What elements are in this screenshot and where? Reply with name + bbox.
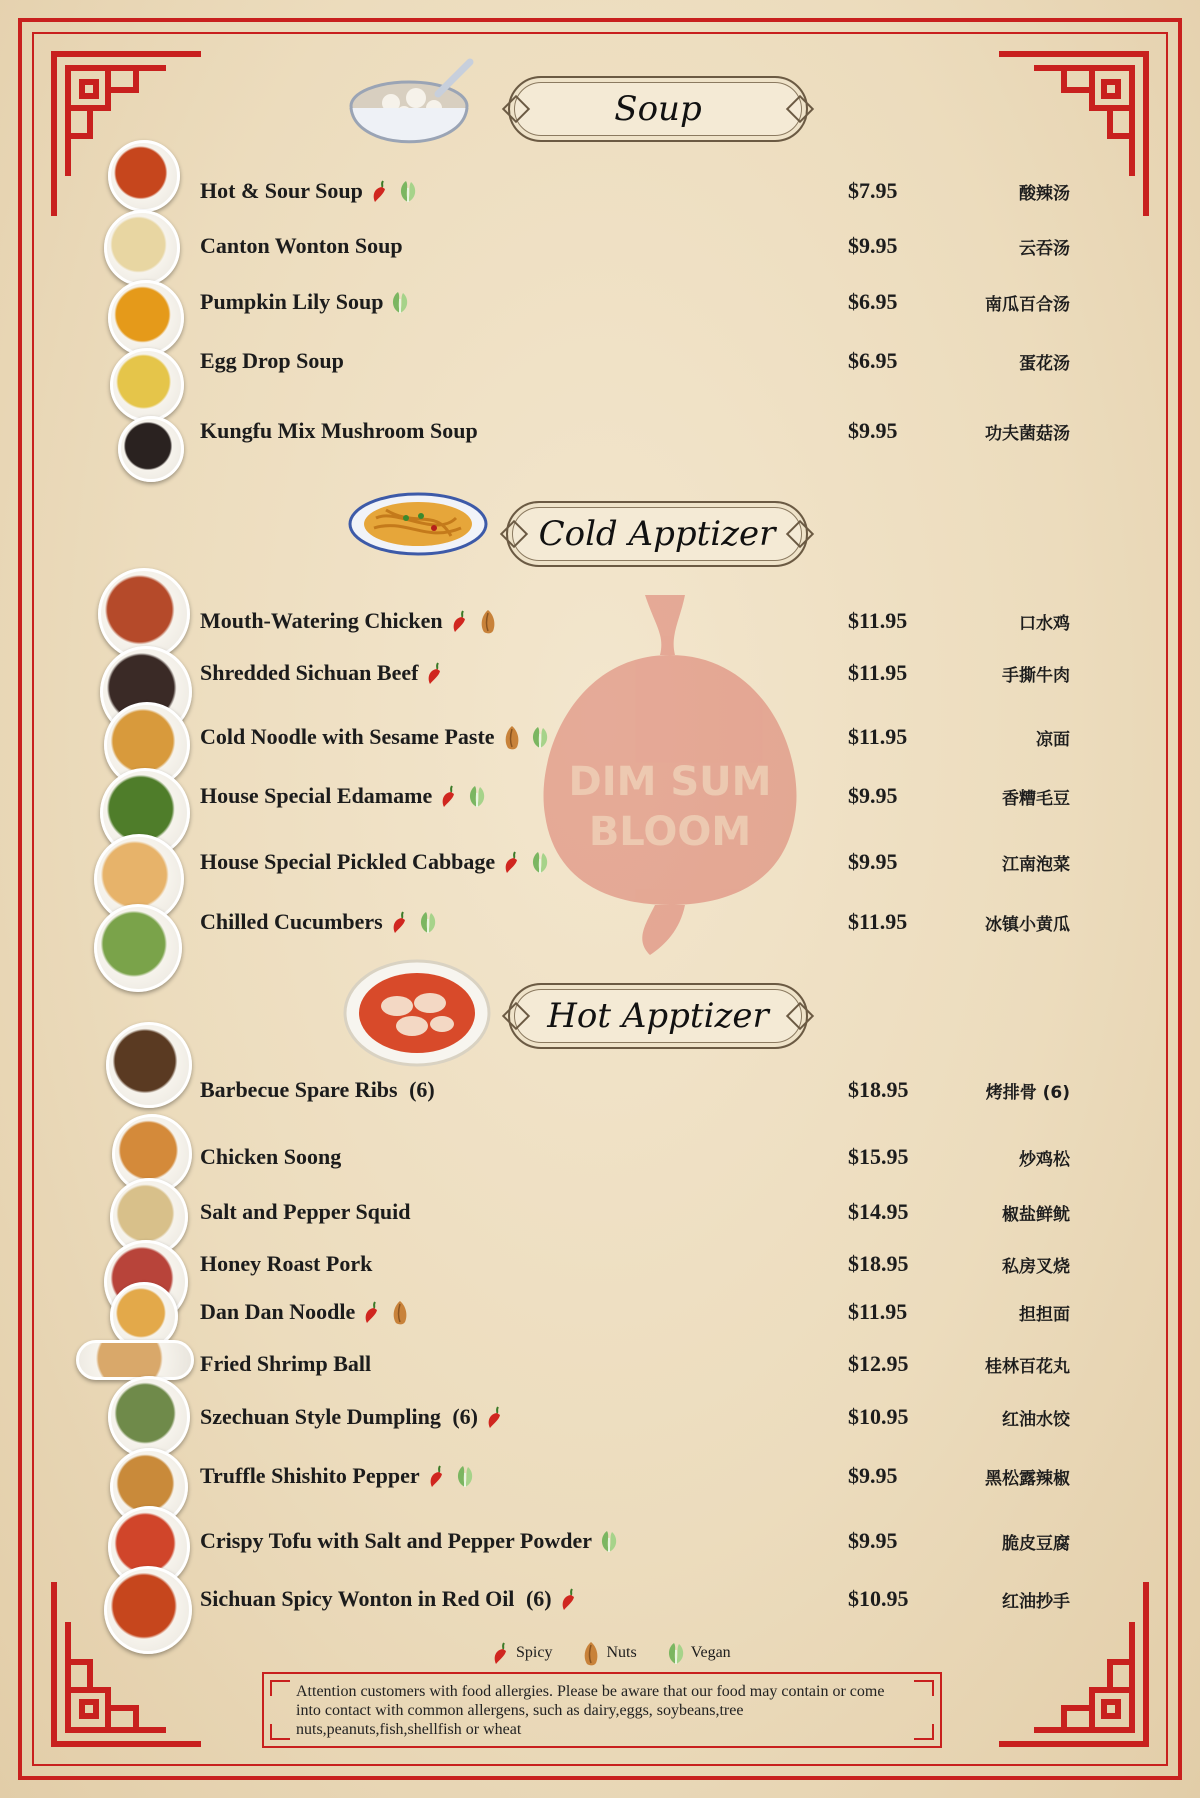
nut-icon [389, 1299, 411, 1325]
dish-price: $14.95 [848, 1199, 909, 1224]
dish-price: $9.95 [848, 418, 898, 443]
dish-name [200, 1404, 506, 1430]
dish-chinese-name: 蛋花汤 [1019, 354, 1070, 374]
chili-pepper-icon [389, 909, 411, 935]
dish-name-text: House Special Edamame [200, 783, 433, 808]
dish-photo [108, 140, 180, 212]
dish-chinese-name: 凉面 [1036, 730, 1070, 750]
chili-pepper-icon [438, 783, 460, 809]
chili-pepper-icon [501, 849, 523, 875]
section-title-cold-appetizer [506, 501, 808, 567]
dish-price: $9.95 [848, 849, 898, 874]
dish-chinese-name: 南瓜百合汤 [985, 295, 1070, 315]
dish-chinese-name: 云吞汤 [1019, 239, 1070, 259]
section-title-soup [508, 76, 808, 142]
dish-name [200, 660, 446, 686]
dish-name-text: Cold Noodle with Sesame Paste [200, 724, 495, 749]
menu-item-row [0, 172, 1200, 212]
section-title-text: Hot Apptizer [547, 996, 769, 1036]
menu-item-row [0, 777, 1200, 817]
menu-item-row [0, 283, 1200, 323]
dish-chinese-name: 冰镇小黄瓜 [985, 915, 1070, 935]
chili-pepper-icon [484, 1404, 506, 1430]
vegan-leaf-icon [598, 1528, 620, 1554]
dish-photo [106, 1022, 192, 1108]
dish-price: $10.95 [848, 1586, 909, 1611]
dish-chinese-name: 烤排骨 (6) [985, 1083, 1070, 1103]
notice-corner-ornament [270, 1724, 290, 1740]
watermark-line1: DIM SUM [568, 759, 772, 805]
dish-name-text: Honey Roast Pork [200, 1251, 373, 1276]
dish-price: $7.95 [848, 178, 898, 203]
vegan-leaf-icon [417, 909, 439, 935]
allergy-notice-text: Attention customers with food allergies. Please be aware that our food may contain or come into contact with common allergens, such as dairy,eggs, soybeans,tree nuts,peanuts,fish,shellfish or wheat [296, 1683, 885, 1738]
dish-name [200, 1299, 411, 1325]
dish-name [200, 783, 488, 809]
menu-item-row [0, 342, 1200, 382]
dish-photo [76, 1340, 194, 1380]
dish-quantity: (6) [520, 1586, 552, 1611]
dish-name [200, 1251, 372, 1277]
nut-icon [580, 1640, 602, 1666]
dish-price: $11.95 [848, 1299, 908, 1324]
dish-name-text: Hot & Sour Soup [200, 178, 363, 203]
menu-item-row [0, 1457, 1200, 1497]
dish-name [200, 909, 439, 935]
dish-quantity: (6) [446, 1404, 478, 1429]
menu-item-row [0, 843, 1200, 883]
dish-price: $15.95 [848, 1144, 909, 1169]
dish-price: $11.95 [848, 724, 908, 749]
dish-chinese-name: 桂林百花丸 [985, 1357, 1070, 1377]
dish-name-text: Chicken Soong [200, 1144, 342, 1169]
dish-name-text: Sichuan Spicy Wonton in Red Oil [200, 1586, 515, 1611]
dish-price: $10.95 [848, 1404, 909, 1429]
dish-name-text: House Special Pickled Cabbage [200, 849, 496, 874]
menu-item-row [0, 903, 1200, 943]
dish-name-text: Egg Drop Soup [200, 348, 344, 373]
menu-item-row [0, 1293, 1200, 1333]
dish-name-text: Shredded Sichuan Beef [200, 660, 419, 685]
notice-corner-ornament [914, 1724, 934, 1740]
chili-pepper-icon [369, 178, 391, 204]
notice-corner-ornament [270, 1680, 290, 1696]
dish-name [200, 1351, 371, 1377]
vegan-leaf-icon [665, 1640, 687, 1666]
legend-vegan: Vegan [665, 1640, 731, 1666]
vegan-leaf-icon [529, 724, 551, 750]
dish-price: $11.95 [848, 909, 908, 934]
dish-name [200, 724, 551, 750]
dumpling-plate-illustration [342, 958, 492, 1068]
menu-item-row [0, 1193, 1200, 1233]
notice-corner-ornament [914, 1680, 934, 1696]
dish-price: $11.95 [848, 608, 908, 633]
dietary-legend [490, 1640, 731, 1666]
dish-price: $9.95 [848, 1528, 898, 1553]
dish-photo [108, 1376, 190, 1458]
dish-name [200, 849, 551, 875]
dish-price: $9.95 [848, 233, 898, 258]
vegan-leaf-icon [466, 783, 488, 809]
chili-pepper-icon [424, 660, 446, 686]
dish-name-text: Salt and Pepper Squid [200, 1199, 411, 1224]
dish-photo [110, 348, 184, 422]
menu-item-row [0, 1398, 1200, 1438]
dish-name [200, 1586, 580, 1612]
section-title-text: Cold Apptizer [538, 514, 776, 554]
dish-name-text: Dan Dan Noodle [200, 1299, 356, 1324]
dish-name-text: Chilled Cucumbers [200, 909, 383, 934]
dish-name [200, 1144, 341, 1170]
dish-chinese-name: 酸辣汤 [1019, 184, 1070, 204]
noodle-bowl-illustration [346, 488, 490, 568]
chili-pepper-icon [490, 1640, 512, 1666]
dish-name [200, 1199, 411, 1225]
dish-price: $9.95 [848, 783, 898, 808]
dish-name [200, 1077, 435, 1103]
menu-item-row [0, 1522, 1200, 1562]
menu-item-row [0, 654, 1200, 694]
menu-item-row [0, 718, 1200, 758]
dish-name [200, 348, 344, 374]
dish-name [200, 289, 411, 315]
menu-item-row [0, 412, 1200, 452]
menu-item-row [0, 1245, 1200, 1285]
watermark-line2: BLOOM [588, 809, 752, 855]
dish-name-text: Barbecue Spare Ribs [200, 1077, 398, 1102]
menu-item-row [0, 227, 1200, 267]
dish-name-text: Fried Shrimp Ball [200, 1351, 372, 1376]
legend-nuts: Nuts [580, 1640, 636, 1666]
dish-chinese-name: 口水鸡 [1019, 614, 1070, 634]
dish-name [200, 1463, 476, 1489]
soup-bowl-illustration [346, 58, 476, 163]
vegan-leaf-icon [529, 849, 551, 875]
legend-spicy: Spicy [490, 1640, 552, 1666]
dish-chinese-name: 椒盐鲜鱿 [1002, 1205, 1070, 1225]
dish-photo [94, 904, 182, 992]
dish-quantity: (6) [403, 1077, 435, 1102]
dish-name [200, 418, 478, 444]
dish-price: $12.95 [848, 1351, 909, 1376]
dish-name [200, 178, 419, 204]
nut-icon [501, 724, 523, 750]
menu-item-row [0, 1580, 1200, 1620]
dish-price: $11.95 [848, 660, 908, 685]
dish-price: $18.95 [848, 1077, 909, 1102]
dish-name-text: Kungfu Mix Mushroom Soup [200, 418, 478, 443]
dish-chinese-name: 功夫菌菇汤 [985, 424, 1070, 444]
dish-chinese-name: 炒鸡松 [1019, 1150, 1070, 1170]
dish-chinese-name: 香糟毛豆 [1002, 789, 1070, 809]
section-title-text: Soup [614, 89, 702, 129]
dish-name-text: Canton Wonton Soup [200, 233, 403, 258]
chili-pepper-icon [558, 1586, 580, 1612]
dish-name-text: Mouth-Watering Chicken [200, 608, 443, 633]
menu-item-row [0, 602, 1200, 642]
menu-item-row [0, 1138, 1200, 1178]
chili-pepper-icon [426, 1463, 448, 1489]
dish-photo [104, 1566, 192, 1654]
dish-chinese-name: 私房叉烧 [1002, 1257, 1070, 1277]
dish-chinese-name: 脆皮豆腐 [1002, 1534, 1070, 1554]
dish-name-text: Crispy Tofu with Salt and Pepper Powder [200, 1528, 592, 1553]
allergy-notice [262, 1672, 942, 1748]
dish-chinese-name: 红油水饺 [1002, 1410, 1070, 1430]
menu-item-row [0, 1345, 1200, 1385]
dish-price: $6.95 [848, 289, 898, 314]
dish-photo [104, 210, 180, 286]
dish-chinese-name: 红油抄手 [1002, 1592, 1070, 1612]
dish-price: $9.95 [848, 1463, 898, 1488]
chili-pepper-icon [449, 608, 471, 634]
dish-chinese-name: 江南泡菜 [1002, 855, 1070, 875]
dish-photo [118, 416, 184, 482]
dish-name-text: Truffle Shishito Pepper [200, 1463, 420, 1488]
dish-price: $6.95 [848, 348, 898, 373]
vegan-leaf-icon [454, 1463, 476, 1489]
dish-name [200, 233, 403, 259]
section-title-hot-appetizer [508, 983, 808, 1049]
nut-icon [477, 608, 499, 634]
dish-chinese-name: 黑松露辣椒 [985, 1469, 1070, 1489]
dish-name [200, 1528, 620, 1554]
dish-name-text: Pumpkin Lily Soup [200, 289, 384, 314]
dish-chinese-name: 担担面 [1019, 1305, 1070, 1325]
chili-pepper-icon [361, 1299, 383, 1325]
dish-name [200, 608, 499, 634]
dish-price: $18.95 [848, 1251, 909, 1276]
dish-chinese-name: 手撕牛肉 [1002, 666, 1070, 686]
vegan-leaf-icon [397, 178, 419, 204]
vegan-leaf-icon [389, 289, 411, 315]
menu-item-row [0, 1071, 1200, 1111]
dish-name-text: Szechuan Style Dumpling [200, 1404, 441, 1429]
